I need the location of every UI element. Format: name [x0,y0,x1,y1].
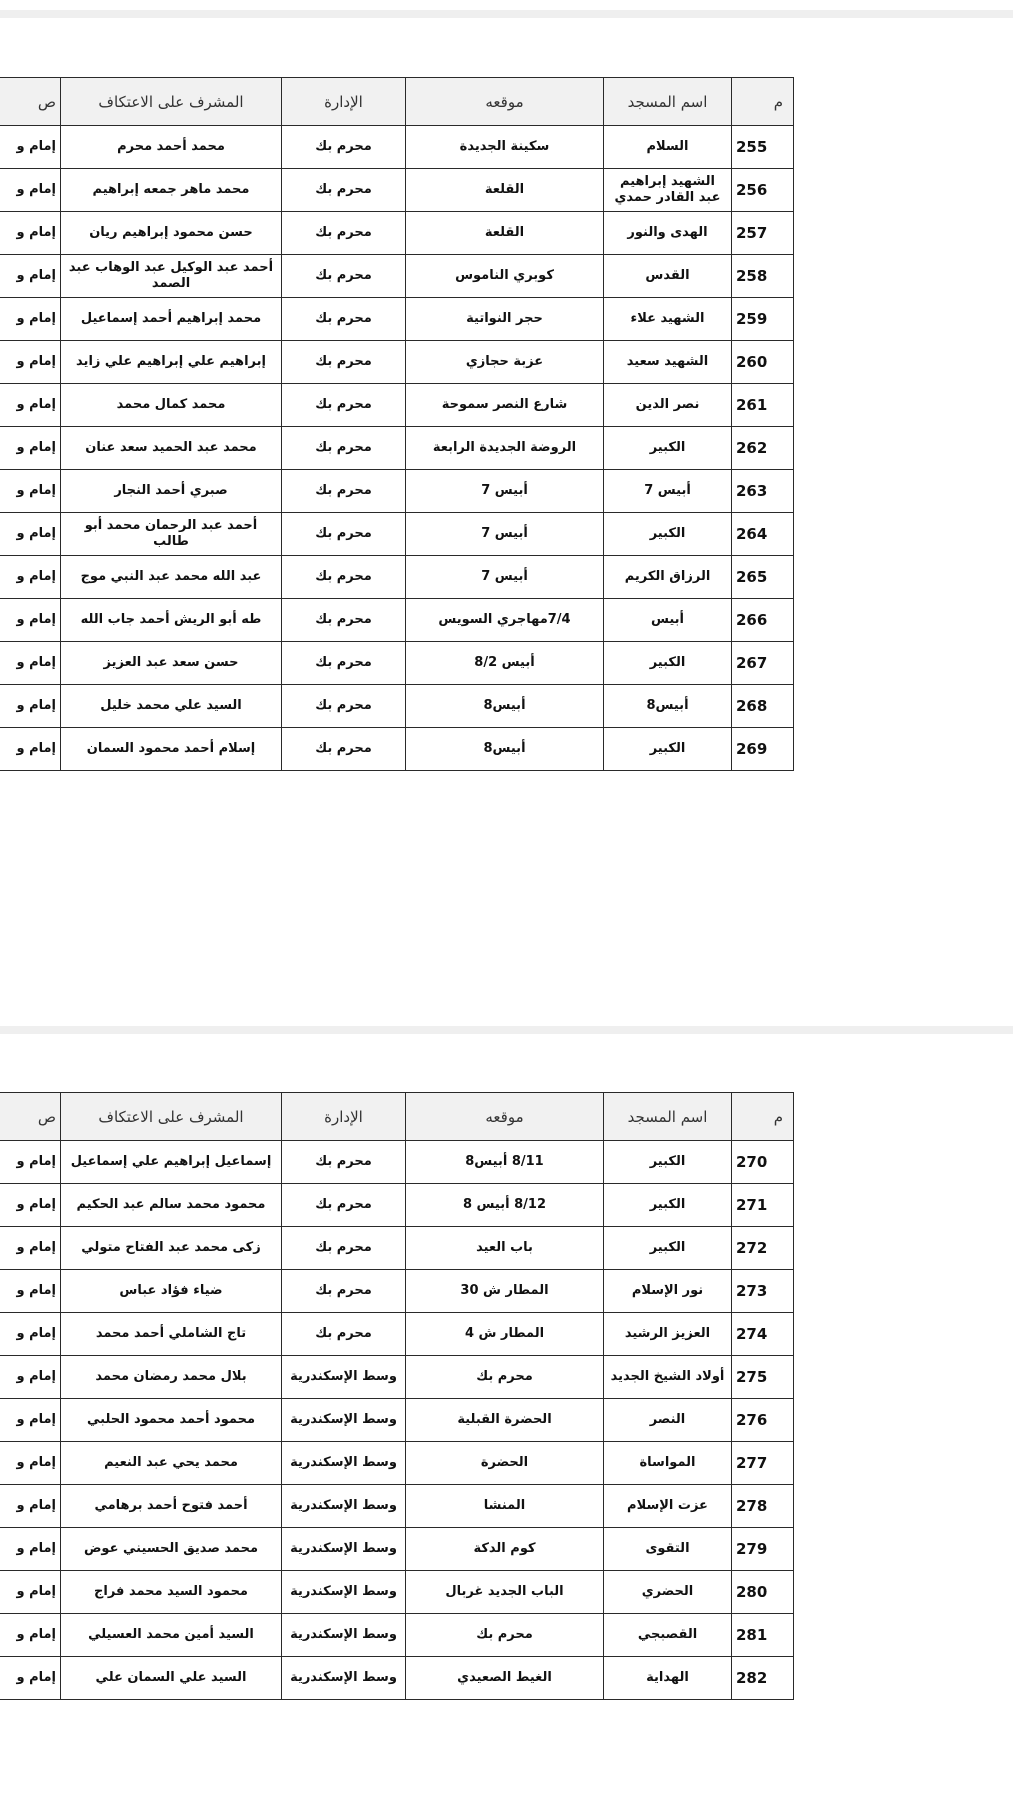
cell-administration: محرم بك [282,384,406,427]
cell-mosque-name: عزت الإسلام [604,1485,732,1528]
cell-administration: وسط الإسكندرية [282,1614,406,1657]
cell-role: إمام و [0,1270,61,1313]
cell-num: 256 [732,169,794,212]
table-row [0,1141,794,1184]
cell-mosque-name: الكبير [604,1141,732,1184]
cell-supervisor: بلال محمد رمضان محمد [61,1356,282,1399]
cell-supervisor: محمد إبراهيم أحمد إسماعيل [61,298,282,341]
cell-supervisor: ضياء فؤاد عباس [61,1270,282,1313]
cell-role: إمام و [0,1184,61,1227]
cell-supervisor: حسن محمود إبراهيم ريان [61,212,282,255]
cell-location: أبيس 7 [406,556,604,599]
cell-location: 8/11 أبيس8 [406,1141,604,1184]
cell-supervisor: السيد علي السمان علي [61,1657,282,1700]
cell-num: 259 [732,298,794,341]
cell-location: الغيط الصعيدي [406,1657,604,1700]
header-mosque-name: اسم المسجد [604,1093,732,1141]
cell-mosque-name: القدس [604,255,732,298]
header-supervisor: المشرف على الاعتكاف [61,78,282,126]
cell-role: إمام و [0,556,61,599]
cell-num: 267 [732,642,794,685]
cell-mosque-name: أبيس [604,599,732,642]
cell-location: الروضة الجديدة الرابعة [406,427,604,470]
cell-num: 266 [732,599,794,642]
table-row [0,1313,794,1356]
table-row [0,1270,794,1313]
cell-num: 275 [732,1356,794,1399]
table-row [0,255,794,298]
page-separator-top [0,10,1013,18]
cell-administration: محرم بك [282,1270,406,1313]
cell-location: شارع النصر سموحة [406,384,604,427]
cell-supervisor: محمد يحي عبد النعيم [61,1442,282,1485]
cell-supervisor: محمود أحمد محمود الحلبي [61,1399,282,1442]
cell-role: إمام و [0,298,61,341]
cell-supervisor: إبراهيم علي إبراهيم علي زايد [61,341,282,384]
cell-mosque-name: أولاد الشيخ الجديد [604,1356,732,1399]
table-row [0,1571,794,1614]
cell-mosque-name: الحضري [604,1571,732,1614]
cell-location: سكينة الجديدة [406,126,604,169]
cell-mosque-name: الشهيد إبراهيم عبد القادر حمدي [604,169,732,212]
cell-num: 265 [732,556,794,599]
cell-num: 281 [732,1614,794,1657]
table-row [0,470,794,513]
header-num: م [732,1093,794,1141]
cell-supervisor: محمد كمال محمد [61,384,282,427]
cell-supervisor: صبري أحمد النجار [61,470,282,513]
table-row [0,1614,794,1657]
cell-num: 258 [732,255,794,298]
cell-location: حجر النواتية [406,298,604,341]
cell-administration: محرم بك [282,298,406,341]
cell-num: 260 [732,341,794,384]
header-num: م [732,78,794,126]
cell-role: إمام و [0,384,61,427]
table-row [0,599,794,642]
cell-num: 255 [732,126,794,169]
cell-role: إمام و [0,1313,61,1356]
table-row [0,685,794,728]
cell-administration: محرم بك [282,255,406,298]
cell-supervisor: السيد علي محمد خليل [61,685,282,728]
cell-role: إمام و [0,1399,61,1442]
cell-location: 8/12 أبيس 8 [406,1184,604,1227]
cell-location: الحضرة القبلية [406,1399,604,1442]
cell-location: محرم بك [406,1356,604,1399]
cell-role: إمام و [0,255,61,298]
header-role: ص [0,1093,61,1141]
cell-mosque-name: أبيس8 [604,685,732,728]
cell-supervisor: محمد صديق الحسيني عوض [61,1528,282,1571]
table-row [0,341,794,384]
cell-role: إمام و [0,1356,61,1399]
cell-role: إمام و [0,599,61,642]
cell-role: إمام و [0,470,61,513]
cell-location: أبيس 7 [406,513,604,556]
cell-supervisor: حسن سعد عبد العزيز [61,642,282,685]
table-row [0,728,794,771]
mosque-table-2 [0,1092,794,1700]
cell-mosque-name: القصبجي [604,1614,732,1657]
table-row [0,169,794,212]
cell-num: 274 [732,1313,794,1356]
cell-mosque-name: الهدى والنور [604,212,732,255]
cell-location: كوبري الناموس [406,255,604,298]
cell-mosque-name: المواساة [604,1442,732,1485]
cell-location: أبيس 7 [406,470,604,513]
cell-mosque-name: نصر الدين [604,384,732,427]
page-separator-middle [0,1026,1013,1034]
cell-num: 261 [732,384,794,427]
cell-num: 276 [732,1399,794,1442]
cell-administration: وسط الإسكندرية [282,1528,406,1571]
cell-num: 273 [732,1270,794,1313]
table-row [0,1184,794,1227]
cell-role: إمام و [0,1571,61,1614]
cell-supervisor: زكى محمد عبد الفتاح متولي [61,1227,282,1270]
cell-role: إمام و [0,642,61,685]
cell-supervisor: تاج الشاملي أحمد محمد [61,1313,282,1356]
cell-administration: محرم بك [282,728,406,771]
cell-mosque-name: السلام [604,126,732,169]
cell-location: كوم الدكة [406,1528,604,1571]
cell-supervisor: محمد عبد الحميد سعد عنان [61,427,282,470]
cell-num: 279 [732,1528,794,1571]
cell-num: 270 [732,1141,794,1184]
cell-administration: محرم بك [282,470,406,513]
cell-role: إمام و [0,1485,61,1528]
cell-location: الباب الجديد غربال [406,1571,604,1614]
table-header-row [0,1093,794,1141]
table-row [0,384,794,427]
cell-administration: وسط الإسكندرية [282,1399,406,1442]
header-role: ص [0,78,61,126]
table-row [0,298,794,341]
cell-role: إمام و [0,126,61,169]
cell-num: 280 [732,1571,794,1614]
cell-mosque-name: الكبير [604,1227,732,1270]
cell-supervisor: أحمد عبد الوكيل عبد الوهاب عبد الصمد [61,255,282,298]
cell-location: أبيس8 [406,685,604,728]
cell-num: 268 [732,685,794,728]
cell-mosque-name: الشهيد سعيد [604,341,732,384]
cell-role: إمام و [0,427,61,470]
cell-location: أبيس 8/2 [406,642,604,685]
header-administration: الإدارة [282,78,406,126]
cell-role: إمام و [0,728,61,771]
cell-administration: محرم بك [282,513,406,556]
cell-mosque-name: الكبير [604,1184,732,1227]
cell-location: عزبة حجازي [406,341,604,384]
cell-mosque-name: العزيز الرشيد [604,1313,732,1356]
cell-mosque-name: النصر [604,1399,732,1442]
cell-administration: محرم بك [282,1313,406,1356]
cell-administration: محرم بك [282,427,406,470]
cell-num: 263 [732,470,794,513]
cell-location: محرم بك [406,1614,604,1657]
cell-mosque-name: الكبير [604,513,732,556]
cell-supervisor: محمد أحمد محرم [61,126,282,169]
table-row [0,427,794,470]
cell-num: 257 [732,212,794,255]
cell-administration: محرم بك [282,1184,406,1227]
cell-location: المطار ش 4 [406,1313,604,1356]
table-row [0,513,794,556]
cell-num: 277 [732,1442,794,1485]
cell-supervisor: محمد ماهر جمعه إبراهيم [61,169,282,212]
table-header-row [0,78,794,126]
table-row [0,556,794,599]
cell-supervisor: إسلام أحمد محمود السمان [61,728,282,771]
table-row [0,642,794,685]
cell-num: 264 [732,513,794,556]
table-row [0,1528,794,1571]
cell-mosque-name: الرزاق الكريم [604,556,732,599]
cell-supervisor: محمود السيد محمد فراج [61,1571,282,1614]
table-row [0,212,794,255]
cell-role: إمام و [0,341,61,384]
cell-location: القلعة [406,212,604,255]
cell-administration: وسط الإسكندرية [282,1485,406,1528]
cell-location: 7/4مهاجري السويس [406,599,604,642]
cell-mosque-name: الكبير [604,642,732,685]
cell-location: أبيس8 [406,728,604,771]
cell-mosque-name: الكبير [604,427,732,470]
cell-administration: محرم بك [282,556,406,599]
cell-mosque-name: نور الإسلام [604,1270,732,1313]
cell-location: الحضرة [406,1442,604,1485]
cell-mosque-name: التقوى [604,1528,732,1571]
cell-role: إمام و [0,212,61,255]
table-row [0,1356,794,1399]
header-mosque-name: اسم المسجد [604,78,732,126]
table-row [0,1485,794,1528]
cell-role: إمام و [0,1227,61,1270]
cell-num: 278 [732,1485,794,1528]
cell-administration: محرم بك [282,212,406,255]
header-administration: الإدارة [282,1093,406,1141]
cell-role: إمام و [0,1614,61,1657]
cell-administration: محرم بك [282,642,406,685]
cell-supervisor: محمود محمد سالم عبد الحكيم [61,1184,282,1227]
header-location: موقعه [406,78,604,126]
cell-num: 272 [732,1227,794,1270]
cell-mosque-name: الكبير [604,728,732,771]
header-location: موقعه [406,1093,604,1141]
cell-num: 282 [732,1657,794,1700]
cell-administration: محرم بك [282,599,406,642]
cell-role: إمام و [0,685,61,728]
table-row [0,126,794,169]
cell-role: إمام و [0,1141,61,1184]
cell-location: المطار ش 30 [406,1270,604,1313]
table-row [0,1657,794,1700]
table-row [0,1227,794,1270]
cell-mosque-name: الشهيد علاء [604,298,732,341]
cell-administration: محرم بك [282,169,406,212]
cell-role: إمام و [0,513,61,556]
cell-administration: محرم بك [282,1227,406,1270]
cell-role: إمام و [0,169,61,212]
header-supervisor: المشرف على الاعتكاف [61,1093,282,1141]
cell-administration: محرم بك [282,126,406,169]
cell-role: إمام و [0,1528,61,1571]
table-row [0,1442,794,1485]
cell-num: 271 [732,1184,794,1227]
cell-role: إمام و [0,1657,61,1700]
cell-supervisor: أحمد عبد الرحمان محمد أبو طالب [61,513,282,556]
cell-supervisor: طه أبو الريش أحمد جاب الله [61,599,282,642]
table-row [0,1399,794,1442]
cell-num: 262 [732,427,794,470]
cell-mosque-name: أبيس 7 [604,470,732,513]
cell-role: إمام و [0,1442,61,1485]
cell-administration: وسط الإسكندرية [282,1571,406,1614]
cell-administration: وسط الإسكندرية [282,1657,406,1700]
cell-administration: محرم بك [282,1141,406,1184]
cell-location: باب العيد [406,1227,604,1270]
cell-supervisor: السيد أمين محمد العسيلي [61,1614,282,1657]
cell-administration: محرم بك [282,341,406,384]
mosque-table-1 [0,77,794,771]
cell-administration: وسط الإسكندرية [282,1442,406,1485]
cell-administration: محرم بك [282,685,406,728]
cell-location: المنشا [406,1485,604,1528]
cell-location: القلعة [406,169,604,212]
cell-mosque-name: الهداية [604,1657,732,1700]
cell-administration: وسط الإسكندرية [282,1356,406,1399]
cell-supervisor: إسماعيل إبراهيم علي إسماعيل [61,1141,282,1184]
cell-supervisor: عبد الله محمد عبد النبي موج [61,556,282,599]
cell-supervisor: أحمد فتوح أحمد برهامي [61,1485,282,1528]
cell-num: 269 [732,728,794,771]
